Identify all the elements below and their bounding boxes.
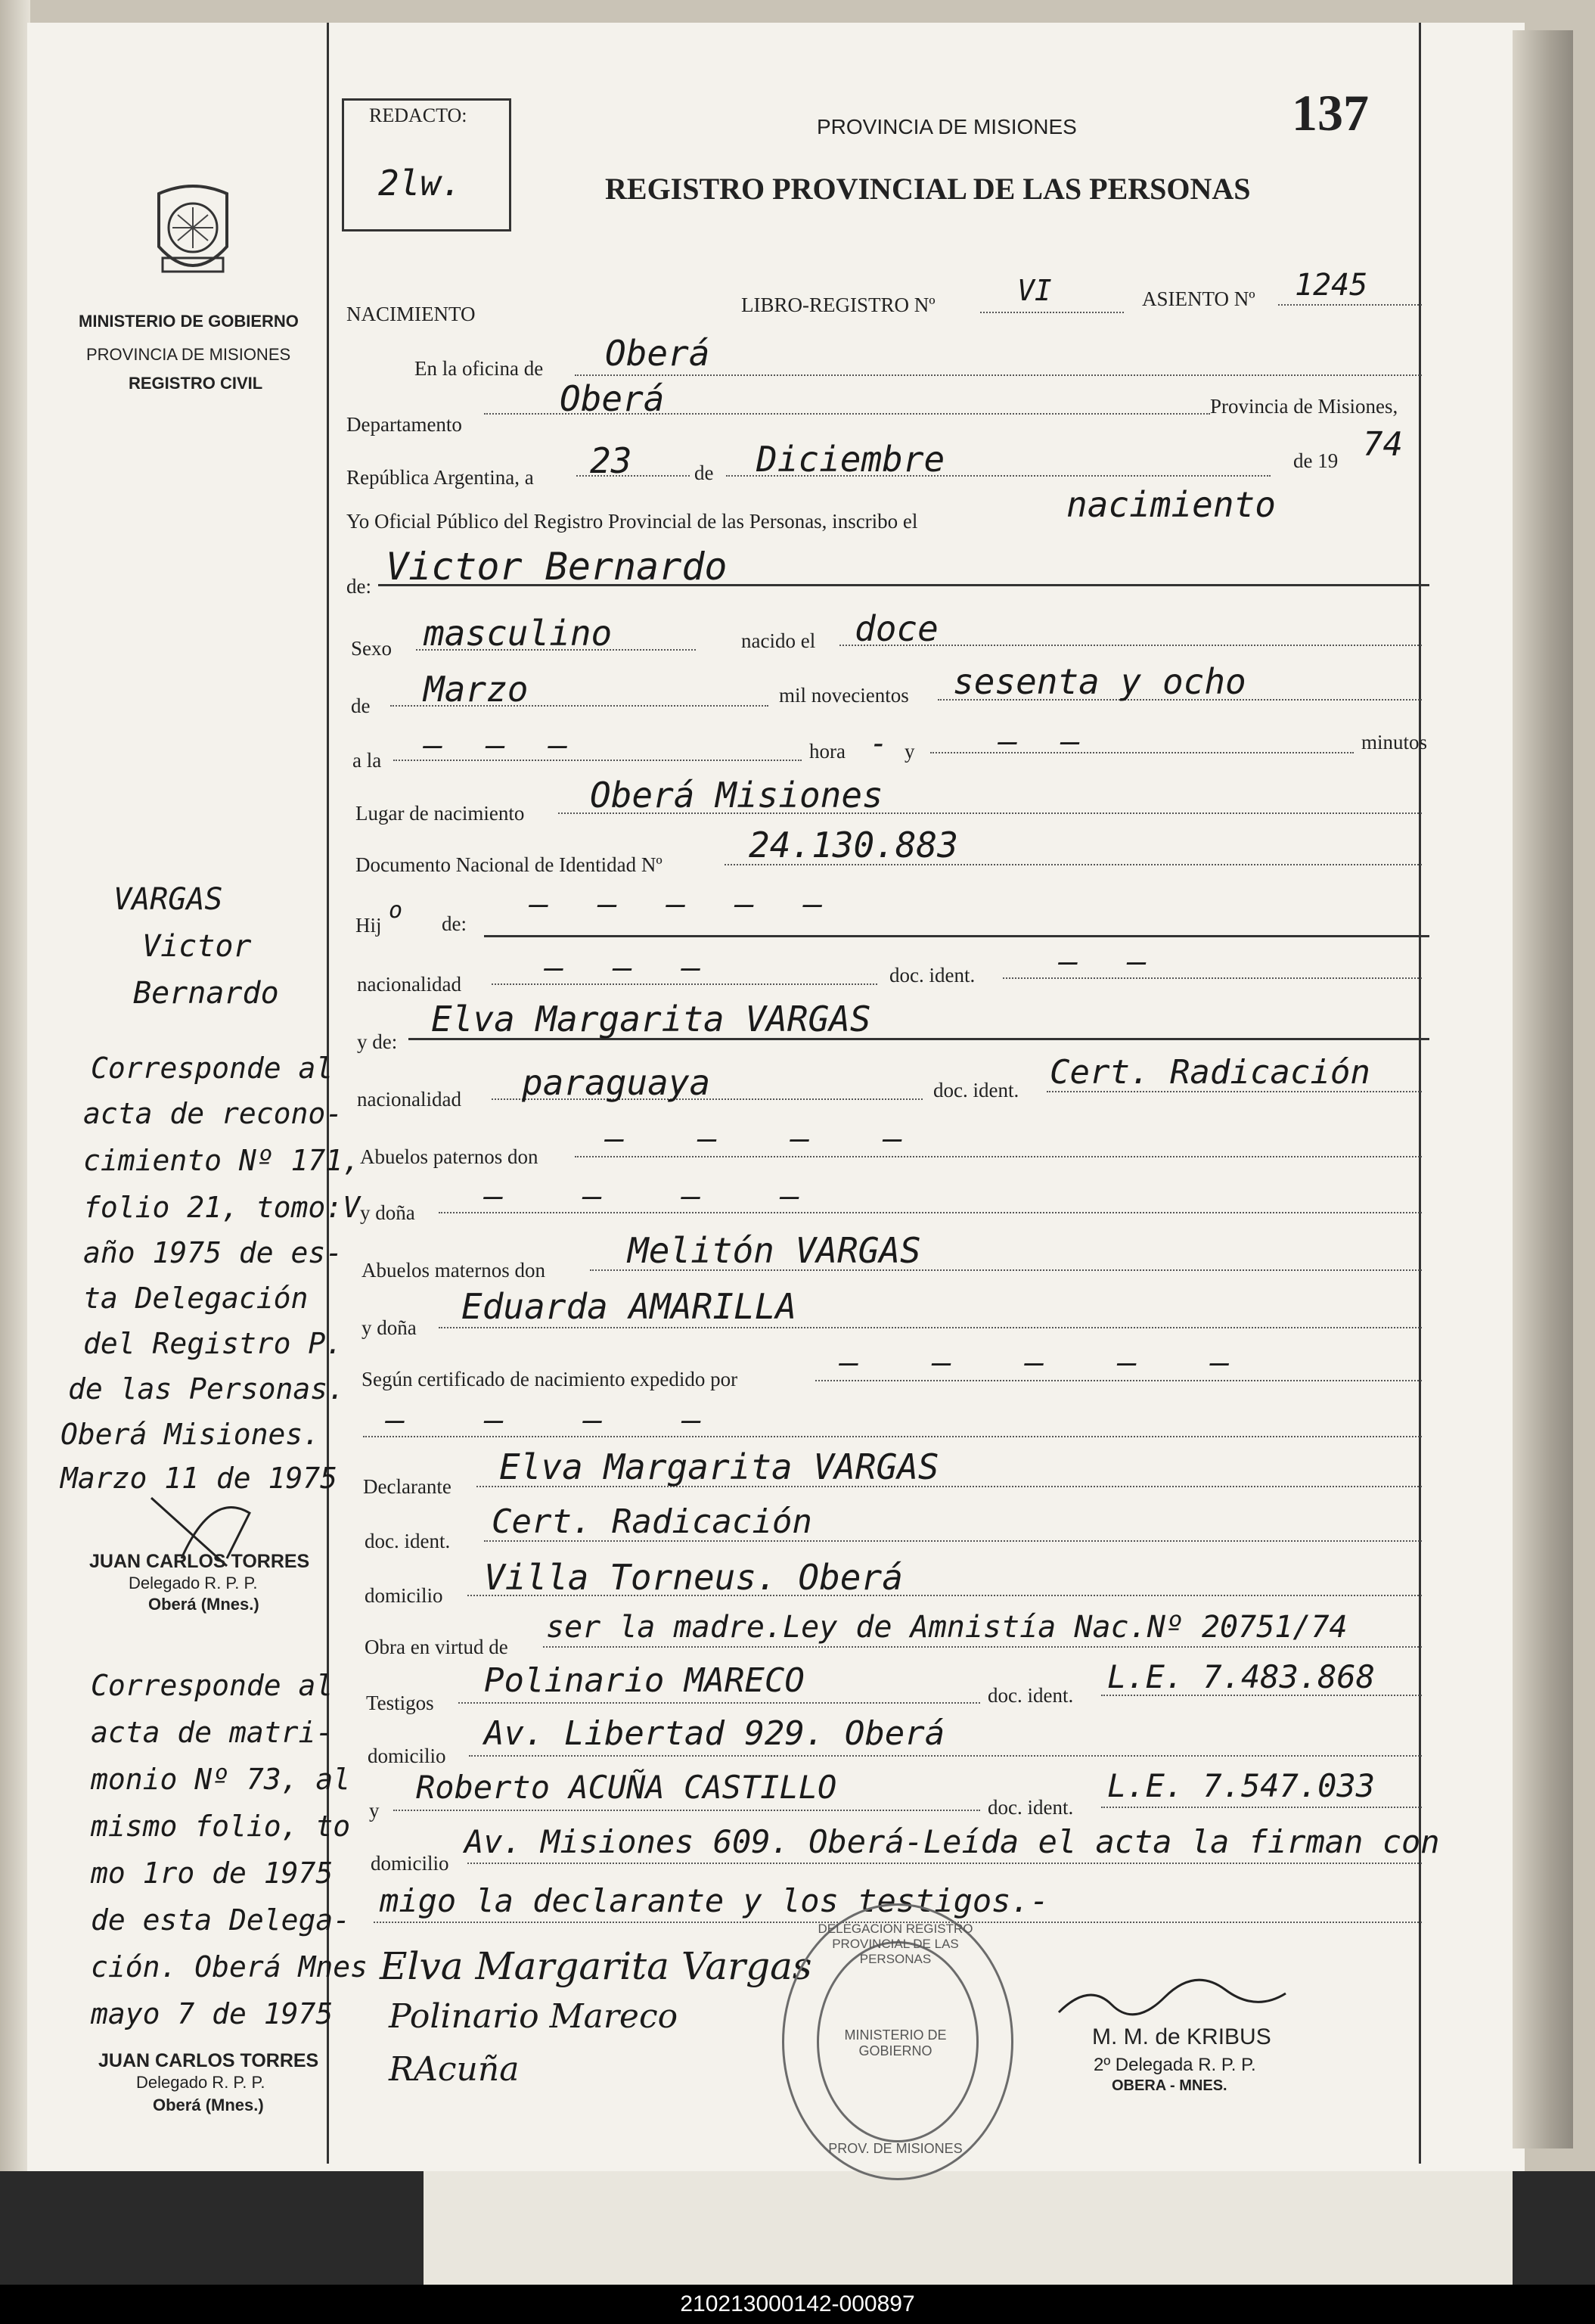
de-label: de bbox=[694, 461, 714, 484]
y-label: y bbox=[905, 740, 915, 763]
official-text: Yo Oficial Público del Registro Provincial de las Personas, inscribo el bbox=[346, 510, 918, 533]
book-spine bbox=[0, 0, 30, 2324]
dni-label: Documento Nacional de Identidad Nº bbox=[355, 853, 663, 876]
ala-value: — — — bbox=[424, 726, 580, 763]
province-heading: PROVINCIA DE MISIONES bbox=[817, 115, 1077, 138]
margin-note2-line: de esta Delega- bbox=[91, 1903, 351, 1937]
margin-note1-line: ta Delegación bbox=[83, 1282, 309, 1315]
abpat-label: Abuelos paternos don bbox=[360, 1145, 538, 1168]
hijo-de-label: de: bbox=[442, 912, 467, 935]
dni-value: 24.130.883 bbox=[749, 825, 958, 865]
scan-id: 210213000142-000897 bbox=[680, 2291, 915, 2316]
margin-note1-line: folio 21, tomo:V bbox=[83, 1191, 361, 1224]
redacto-value: 2lw. bbox=[378, 163, 462, 204]
mother-value: Elva Margarita VARGAS bbox=[431, 999, 871, 1039]
doc1-value: — — bbox=[1059, 943, 1162, 980]
birth-month-value: Marzo bbox=[424, 669, 529, 710]
republica-label: República Argentina, a bbox=[346, 466, 534, 489]
doc1-label: doc. ident. bbox=[889, 964, 976, 986]
ministry-line1: MINISTERIO DE GOBIERNO bbox=[79, 312, 299, 331]
segun-label: Según certificado de nacimiento expedido por bbox=[362, 1368, 738, 1390]
sexo-value: masculino bbox=[424, 613, 613, 654]
dom2-label: domicilio bbox=[368, 1745, 446, 1767]
nacido-value: doce bbox=[855, 608, 939, 649]
month-value: Diciembre bbox=[756, 439, 945, 480]
segun-continuation: — — — — bbox=[386, 1401, 732, 1438]
minutos-label: minutos bbox=[1361, 731, 1428, 753]
ministry-line3: REGISTRO CIVIL bbox=[129, 374, 263, 393]
oficina-label: En la oficina de bbox=[414, 357, 544, 380]
year-value: 74 bbox=[1363, 425, 1403, 464]
official-stamp-place: OBERA - MNES. bbox=[1112, 2077, 1227, 2094]
asiento-value: 1245 bbox=[1295, 268, 1368, 303]
margin-note2-line: Corresponde al bbox=[91, 1669, 334, 1702]
ministry-line2: PROVINCIA DE MISIONES bbox=[86, 345, 291, 364]
departamento-label: Departamento bbox=[346, 413, 462, 436]
misiones-emblem-icon bbox=[136, 179, 250, 292]
name-de-label: de: bbox=[346, 575, 371, 598]
sexo-label: Sexo bbox=[351, 637, 392, 660]
hijo-de-value: — — — — — bbox=[529, 885, 838, 922]
asiento-label: ASIENTO Nº bbox=[1142, 287, 1255, 310]
record-type: NACIMIENTO bbox=[346, 303, 476, 325]
nac1-value: — — — bbox=[545, 949, 716, 986]
yde-label: y de: bbox=[357, 1030, 398, 1053]
doc5-label: doc. ident. bbox=[988, 1796, 1074, 1819]
margin-middlename: Bernardo bbox=[133, 976, 279, 1011]
doc3-value: Cert. Radicación bbox=[492, 1502, 812, 1541]
seal-inner-text: MINISTERIO DE GOBIERNO bbox=[844, 2027, 947, 2058]
page-number: 137 bbox=[1292, 84, 1369, 141]
official-stamp-title: 2º Delegada R. P. P. bbox=[1094, 2055, 1256, 2075]
lugar-value: Oberá Misiones bbox=[590, 775, 883, 816]
dom3-value: Av. Misiones 609. Oberá-Leída el acta la firman con bbox=[464, 1823, 1440, 1860]
nac1-label: nacionalidad bbox=[357, 973, 461, 996]
libro-label: LIBRO-REGISTRO Nº bbox=[741, 294, 936, 316]
abpat-value: — — — — bbox=[605, 1120, 930, 1157]
dom2-value: Av. Libertad 929. Oberá bbox=[484, 1714, 945, 1753]
margin-stamp2-place: Oberá (Mnes.) bbox=[153, 2096, 264, 2114]
redacto-label: REDACTO: bbox=[369, 104, 467, 126]
margin-stamp1-name: JUAN CARLOS TORRES bbox=[89, 1551, 310, 1572]
scan-footer bbox=[0, 2285, 1595, 2324]
ydona2-label: y doña bbox=[362, 1316, 417, 1339]
year-label: de 19 bbox=[1293, 449, 1339, 472]
y2-label: y bbox=[369, 1799, 380, 1822]
margin-note2-line: mismo folio, to bbox=[91, 1810, 351, 1843]
doc5-value: L.E. 7.547.033 bbox=[1107, 1767, 1376, 1804]
mil-value: sesenta y ocho bbox=[953, 661, 1246, 702]
book-edge bbox=[1513, 30, 1573, 2148]
oficina-value: Oberá bbox=[605, 333, 710, 374]
margin-note1-line: de las Personas. bbox=[68, 1372, 346, 1406]
signature-testigo2: RAcuña bbox=[389, 2050, 520, 2089]
testigo2-value: Roberto ACUÑA CASTILLO bbox=[416, 1769, 837, 1806]
testigo1-value: Polinario MARECO bbox=[484, 1661, 805, 1700]
margin-note1-line: del Registro P. bbox=[83, 1327, 343, 1360]
hijo-label: Hij bbox=[355, 914, 382, 937]
margin-note2-line: mayo 7 de 1975 bbox=[91, 1997, 334, 2030]
margin-stamp2-name: JUAN CARLOS TORRES bbox=[98, 2050, 319, 2071]
official-signature-icon bbox=[1044, 1967, 1301, 2027]
dom3-label: domicilio bbox=[371, 1852, 449, 1875]
doc2-value: Cert. Radicación bbox=[1050, 1053, 1370, 1092]
doc2-label: doc. ident. bbox=[933, 1079, 1019, 1101]
ydona2-value: Eduarda AMARILLA bbox=[461, 1286, 797, 1327]
testigos-label: Testigos bbox=[366, 1692, 434, 1714]
doc3-label: doc. ident. bbox=[365, 1530, 451, 1552]
libro-value: VI bbox=[1017, 274, 1052, 307]
birth-de-label: de bbox=[351, 694, 371, 717]
registered-name: Victor Bernardo bbox=[386, 545, 728, 589]
hora-value: - bbox=[870, 726, 889, 761]
segun-value: — — — — — bbox=[839, 1344, 1257, 1381]
margin-firstname: Victor bbox=[142, 929, 252, 964]
ala-label: a la bbox=[352, 749, 382, 772]
margin-note2-line: acta de matri- bbox=[91, 1716, 334, 1749]
margin-note1-line: año 1975 de es- bbox=[83, 1236, 343, 1269]
closing-value: migo la declarante y los testigos.- bbox=[380, 1882, 1050, 1919]
hora-label: hora bbox=[809, 740, 846, 763]
margin-note2-line: ción. Oberá Mnes bbox=[91, 1950, 368, 1984]
abmat-value: Melitón VARGAS bbox=[628, 1230, 921, 1271]
provincia-suffix: Provincia de Misiones, bbox=[1210, 395, 1398, 418]
ydona1-label: y doña bbox=[360, 1201, 415, 1224]
margin-stamp2-title: Delegado R. P. P. bbox=[136, 2073, 265, 2092]
margin-surname: VARGAS bbox=[113, 882, 223, 917]
margin-stamp1-place: Oberá (Mnes.) bbox=[148, 1595, 259, 1614]
doc4-value: L.E. 7.483.868 bbox=[1107, 1658, 1376, 1695]
dom1-value: Villa Torneus. Oberá bbox=[484, 1557, 903, 1598]
day-value: 23 bbox=[590, 440, 632, 481]
signature-testigo1: Polinario Mareco bbox=[389, 1997, 678, 2036]
lugar-label: Lugar de nacimiento bbox=[355, 802, 525, 825]
inscribo-value: nacimiento bbox=[1066, 484, 1276, 525]
margin-note2-line: mo 1ro de 1975 bbox=[91, 1856, 334, 1890]
seal-bottom-text: PROV. DE MISIONES bbox=[828, 2141, 963, 2156]
minutos-value: — — bbox=[998, 722, 1092, 760]
nac2-value: paraguaya bbox=[522, 1062, 711, 1103]
margin-note2-line: monio Nº 73, al bbox=[91, 1763, 351, 1796]
doc4-label: doc. ident. bbox=[988, 1684, 1074, 1707]
signature-declarante: Elva Margarita Vargas bbox=[380, 1944, 812, 1988]
abmat-label: Abuelos maternos don bbox=[362, 1259, 545, 1282]
obra-value: ser la madre.Ley de Amnistía Nac.Nº 20751/74 bbox=[546, 1610, 1348, 1645]
nacido-label: nacido el bbox=[741, 629, 816, 652]
seal-ring-text: DELEGACION REGISTRO PROVINCIAL DE LAS PERSONAS bbox=[818, 1922, 973, 1966]
registry-title: REGISTRO PROVINCIAL DE LAS PERSONAS bbox=[605, 172, 1251, 206]
margin-stamp1-title: Delegado R. P. P. bbox=[129, 1574, 258, 1592]
mil-label: mil novecientos bbox=[779, 684, 909, 707]
declarante-label: Declarante bbox=[363, 1475, 452, 1498]
margin-note1-line: Corresponde al bbox=[91, 1052, 334, 1085]
departamento-value: Oberá bbox=[560, 378, 665, 419]
obra-label: Obra en virtud de bbox=[365, 1636, 508, 1658]
nac2-label: nacionalidad bbox=[357, 1088, 461, 1111]
margin-note1-line: cimiento Nº 171, bbox=[83, 1144, 361, 1177]
margin-note1-line: Marzo 11 de 1975 bbox=[61, 1462, 338, 1495]
ydona1-value: — — — — bbox=[484, 1177, 830, 1214]
dom1-label: domicilio bbox=[365, 1584, 443, 1607]
margin-note1-line: Oberá Misiones. bbox=[61, 1418, 321, 1451]
official-stamp-name: M. M. de KRIBUS bbox=[1092, 2024, 1271, 2049]
hijo-suffix: o bbox=[389, 897, 403, 924]
declarante-value: Elva Margarita VARGAS bbox=[499, 1446, 939, 1487]
margin-note1-line: acta de recono- bbox=[83, 1097, 343, 1130]
